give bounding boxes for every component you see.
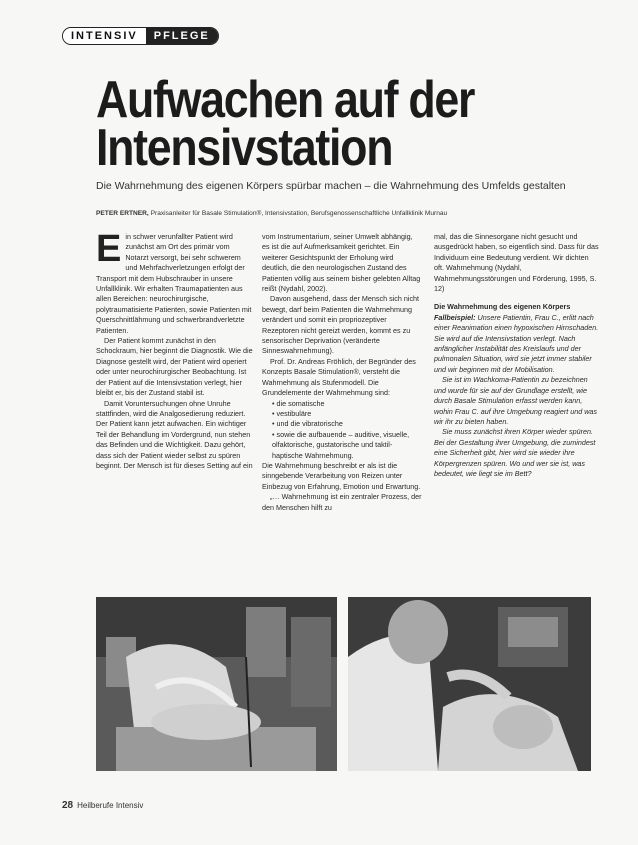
text-column-1 xyxy=(96,228,254,471)
photo-icu-bed xyxy=(96,597,337,771)
title-line-2: Intensivstation xyxy=(96,119,393,177)
list-item: • vestibuläre xyxy=(272,409,422,419)
photo-icu-bed-image xyxy=(96,597,337,771)
author-name: PETER ERTNER, xyxy=(96,210,149,217)
paragraph: Der Patient kommt zunächst in den Schockraum, hier beginnt die Diagnostik. Wie die Diagnose gestellt wird, der Patient wird operiert oder unter neurochirurgischer Beobachtung. Ist der Patient auf die Intensivstation verlegt, hier bleibt er, bis der Zustand stabil ist. xyxy=(96,336,253,398)
perception-list xyxy=(262,399,422,461)
author-affiliation: Praxisanleiter für Basale Stimulation®, Intensivstation, Berufsgenossenschaftliche Unfallklinik Murnau xyxy=(148,210,448,217)
drop-cap: E xyxy=(96,228,122,270)
list-item: • und die vibratorische xyxy=(272,419,422,429)
section-rubric xyxy=(62,27,219,45)
article-subtitle: Die Wahrnehmung des eigenen Körpers spürbar machen – die Wahrnehmung des Umfelds gestalten xyxy=(96,180,566,192)
paragraph xyxy=(96,228,254,336)
paragraph: Prof. Dr. Andreas Fröhlich, der Begründer des Konzepts Basale Stimulation®, versteht die Wahrnehmung als Stufenmodell. Die Grundelemente der Wahrnehmung sind: xyxy=(262,356,416,398)
list-item: • sowie die aufbauende – auditive, visuelle, olfaktorische, gustatorische und taktil-haptische Wahrnehmung. xyxy=(272,430,422,461)
title-line-1: Aufwachen auf der xyxy=(96,71,475,129)
paragraph: Davon ausgehend, dass der Mensch sich nicht bewegt, darf beim Patienten die Wahrnehmung verändert und somit ein propriozeptiver Rezeptoren nicht gereizt werden, kommt es zu sensorischer Deprivation (veränderte Sinneswahrnehmung). xyxy=(262,294,420,356)
paragraph: Damit Voruntersuchungen ohne Unruhe stattfinden, wird die Analgosedierung reduziert. Der Patient kann jetzt aufwachen. Ein wichtiger Teil der Behandlung im Vordergrund, nun stehen das Befinden und die Wichtigkeit. Dazu gehört, dass sich der Patient wieder selbst zu spüren beginnt. Der Mensch ist für dieses Setting auf ein xyxy=(96,398,253,470)
magazine-name: Heilberufe Intensiv xyxy=(77,801,144,810)
section-heading: Die Wahrnehmung des eigenen Körpers xyxy=(434,302,571,312)
paragraph: Die Wahrnehmung beschreibt er als ist die sinngebende Verarbeitung von Reizen unter Einbezug von Erfahrung, Emotion und Erwartung. xyxy=(262,460,421,491)
paragraph: Sie muss zunächst ihren Körper wieder spüren. Bei der Gestaltung ihrer Umgebung, die zumindest eine Sicherheit gibt, hier wird sie wieder ihre Körpergrenzen spüren. Wo und wer sie ist, was bedeutet, wie liegt sie im Bett? xyxy=(434,427,596,478)
text-column-3 xyxy=(434,232,600,479)
photo-nurse-patient-image xyxy=(348,597,591,771)
paragraph: „… Wahrnehmung ist ein zentraler Prozess, der den Menschen hilft zu xyxy=(262,492,422,512)
paragraph: vom Instrumentarium, seiner Umwelt abhängig, es ist die auf Aufmerksamkeit gerichtet. Ein weiterer Gesichtspunkt der Erholung wird deutlich, die den neurologischen Zustand des Patienten völlig aus seinem bisher gelebten Alltag reißt (Nydahl, 2002). xyxy=(262,232,421,294)
list-item: • die somatische xyxy=(272,399,422,409)
paragraph: mal, das die Sinnesorgane nicht gesucht und ausgedrückt haben, so eigentlich sind. Dass für das Individuum eine Bedeutung verdient. Wir dichten oft. Wahrnehmung (Nydahl, Wahrnehmungsstörungen und Förderung, 1995, S. 12) xyxy=(434,232,599,294)
case-study-label: Fallbeispiel: xyxy=(434,312,476,322)
page-footer xyxy=(62,800,143,811)
paragraph-text: Unsere Patientin, Frau C., erlitt nach einer Reanimation einen hypoxischen Hirnschaden. Sie wird auf die Intensivstation verlegt. Nach anfänglicher Instabilität des Kreislaufs und der pulmonalen Situation, wird sie jetzt immer stabiler und wir beginnen mit der Mobilisation. xyxy=(434,312,599,374)
article-title xyxy=(96,71,578,177)
paragraph-text: in schwer verunfallter Patient wird zunächst am Ort des primär vom Notarzt versorgt, bei sehr schwerem und Mehrfachverletzungen erfolgt der Transport mit dem Hubschrauber in unsere Unfallklinik. Wir erhalten Traumapatienten aus allen Bereichen: neurochirurgische, polytraumatisierte Patienten, sowie Patienten mit Querschnittlähmung und schwerbrandverletzte Patienten. xyxy=(96,232,252,335)
rubric-intensiv: INTENSIV xyxy=(63,28,146,44)
rubric-pflege: PFLEGE xyxy=(146,28,218,44)
page-number: 28 xyxy=(62,800,74,811)
paragraph: Sie ist im Wachkoma-Patientin zu bezeichnen und wurde für sie auf der Grundlage erstellt, wie durch Basale Stimulation erfasst werden kann, wohin Frau C. auf ihre Umgebung reagiert und was wir ihr zu bieten haben. xyxy=(434,375,598,426)
text-column-2 xyxy=(262,232,422,513)
case-study-paragraph xyxy=(434,313,600,375)
author-line xyxy=(96,210,447,217)
photo-nurse-patient xyxy=(348,597,591,771)
